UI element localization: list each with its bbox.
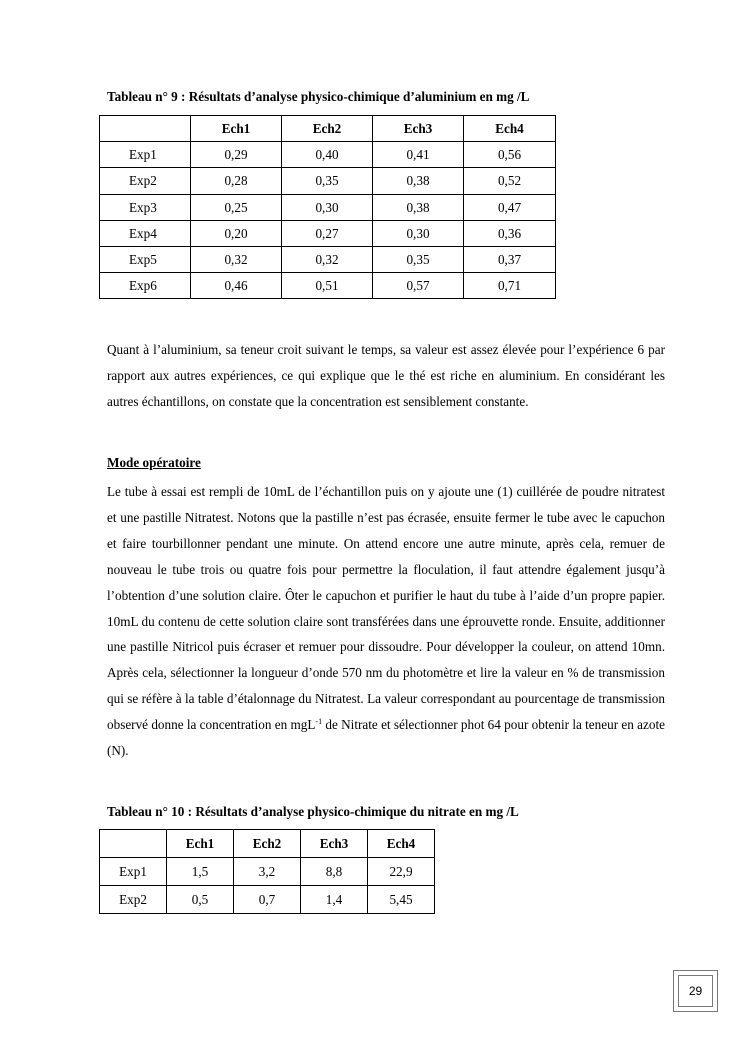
table9-header-ech1: Ech1 (191, 116, 282, 142)
table9 (99, 115, 556, 299)
table9-cell: 0,25 (191, 194, 282, 220)
table10-cell: 3,2 (234, 858, 301, 886)
table9-cell: 0,40 (282, 142, 373, 168)
table10 (99, 829, 435, 914)
table9-cell: 0,38 (373, 194, 464, 220)
table10-row-label: Exp1 (100, 858, 167, 886)
table9-row-label: Exp3 (100, 194, 191, 220)
table-row (100, 858, 435, 886)
table9-header-ech4: Ech4 (464, 116, 556, 142)
table10-cell: 0,5 (167, 886, 234, 914)
table10-cell: 8,8 (301, 858, 368, 886)
table9-row-label: Exp1 (100, 142, 191, 168)
mode-operatoire-paragraph (107, 479, 665, 764)
table10-row-label: Exp2 (100, 886, 167, 914)
table10-cell: 22,9 (368, 858, 435, 886)
table9-caption: Tableau n° 9 : Résultats d’analyse physico-chimique d’aluminium en mg /L (107, 89, 530, 104)
table9-cell: 0,27 (282, 220, 373, 246)
table9-cell: 0,28 (191, 168, 282, 194)
page-number-frame (673, 970, 718, 1012)
aluminium-paragraph: Quant à l’aluminium, sa teneur croit suivant le temps, sa valeur est assez élevée pour l’expérience 6 par rapport aux autres expériences, ce qui explique que le thé est riche en aluminium. En considérant les autres échantillons, on constate que la concentration est sensiblement constante. (107, 342, 665, 409)
table10-header-empty (100, 830, 167, 858)
table10-header-ech2: Ech2 (234, 830, 301, 858)
table9-cell: 0,20 (191, 220, 282, 246)
table-row (100, 273, 556, 299)
table9-cell: 0,57 (373, 273, 464, 299)
table9-header-row (100, 116, 556, 142)
table10-header-row (100, 830, 435, 858)
table9-row-label: Exp2 (100, 168, 191, 194)
table10-header-ech1: Ech1 (167, 830, 234, 858)
table9-cell: 0,56 (464, 142, 556, 168)
table9-cell: 0,46 (191, 273, 282, 299)
table9-row-label: Exp6 (100, 273, 191, 299)
table9-row-label: Exp5 (100, 246, 191, 272)
table10-cell: 1,4 (301, 886, 368, 914)
mode-text-part2: de Nitrate et sélectionner phot 64 pour obtenir la teneur en azote (N). (107, 717, 665, 759)
table10-header-ech4: Ech4 (368, 830, 435, 858)
table9-cell: 0,47 (464, 194, 556, 220)
table9-cell: 0,52 (464, 168, 556, 194)
page-number: 29 (678, 975, 713, 1007)
table9-cell: 0,71 (464, 273, 556, 299)
table9-cell: 0,35 (373, 246, 464, 272)
table-row (100, 886, 435, 914)
table10-header-ech3: Ech3 (301, 830, 368, 858)
table9-cell: 0,30 (282, 194, 373, 220)
table9-cell: 0,36 (464, 220, 556, 246)
table9-cell: 0,29 (191, 142, 282, 168)
table9-header-ech3: Ech3 (373, 116, 464, 142)
table-row (100, 194, 556, 220)
table9-cell: 0,32 (282, 246, 373, 272)
table9-cell: 0,51 (282, 273, 373, 299)
mode-text-part1: Le tube à essai est rempli de 10mL de l’échantillon puis on y ajoute une (1) cuillérée de poudre nitratest et une pastille Nitratest. Notons que la pastille n’est pas écrasée, ensuite fermer le tube avec le capuchon et faire tourbillonner pendant une minute. On attend encore une autre minute, après cela, remuer de nouveau le tube trois ou quatre fois pour permettre la floculation, il faut attendre également jusqu’à l’obtention d’une solution claire. Ôter le capuchon et purifier le haut du tube à l’aide d’un propre papier. 10mL du contenu de cette solution claire sont transférées dans une éprouvette ronde. Ensuite, additionner une pastille Nitricol puis écraser et remuer pour dissoudre. Pour développer la couleur, on attend 10mn. Après cela, sélectionner la longueur d’onde 570 nm du photomètre et lire la valeur en % de transmission qui se réfère à la table d’étalonnage du Nitratest. La valeur correspondant au pourcentage de transmission observé donne la concentration en mgL (107, 484, 665, 733)
table9-cell: 0,30 (373, 220, 464, 246)
table10-caption: Tableau n° 10 : Résultats d’analyse physico-chimique du nitrate en mg /L (107, 804, 519, 819)
table9-cell: 0,38 (373, 168, 464, 194)
table9-cell: 0,41 (373, 142, 464, 168)
table9-cell: 0,32 (191, 246, 282, 272)
table-row (100, 168, 556, 194)
table9-row-label: Exp4 (100, 220, 191, 246)
table9-header-ech2: Ech2 (282, 116, 373, 142)
table-row (100, 246, 556, 272)
table10-cell: 5,45 (368, 886, 435, 914)
table9-cell: 0,37 (464, 246, 556, 272)
mode-operatoire-heading: Mode opératoire (107, 455, 201, 470)
table-row (100, 220, 556, 246)
table10-cell: 0,7 (234, 886, 301, 914)
table-row (100, 142, 556, 168)
mode-text-superscript: -1 (315, 717, 323, 727)
table10-cell: 1,5 (167, 858, 234, 886)
table9-header-empty (100, 116, 191, 142)
table9-cell: 0,35 (282, 168, 373, 194)
